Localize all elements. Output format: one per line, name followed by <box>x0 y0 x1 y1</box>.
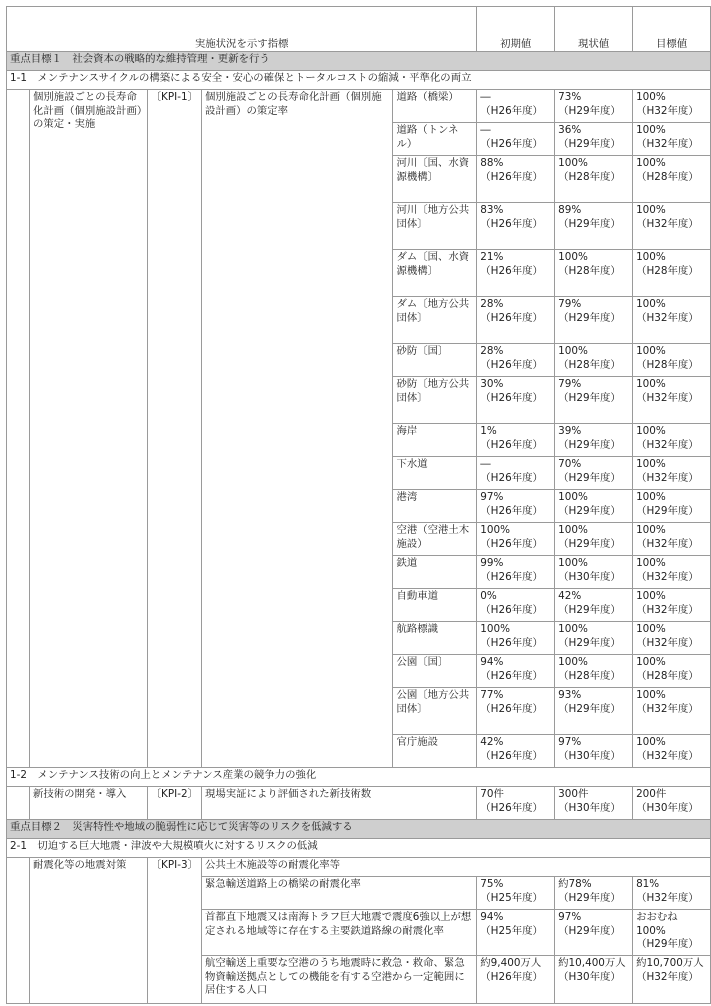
current-value-value: 97% <box>558 911 582 923</box>
target-value-value: 100% <box>636 204 666 216</box>
target-value-value: 100% <box>636 491 666 503</box>
target-value-year: （H32年度） <box>636 137 699 150</box>
current-value <box>555 156 633 203</box>
initial-value-value: 94% <box>480 656 504 668</box>
initial-value-year: （H26年度） <box>480 104 543 117</box>
facility-name: 鉄道 <box>393 556 477 589</box>
target-value-year: （H32年度） <box>636 471 699 484</box>
initial-value-year: （H26年度） <box>480 603 543 616</box>
current-value-value: 89% <box>558 204 582 216</box>
target-value-year: （H28年度） <box>636 170 699 183</box>
current-value <box>555 377 633 424</box>
initial-value-value: ― <box>480 124 491 136</box>
table-row <box>7 839 711 858</box>
current-value-year: （H29年度） <box>558 391 621 404</box>
initial-value-value: 77% <box>480 689 504 701</box>
target-value-year: （H32年度） <box>636 749 699 762</box>
indicator-name: 緊急輸送道路上の橋梁の耐震化率 <box>201 877 476 910</box>
current-value <box>555 457 633 490</box>
indicator-name: 首都直下地震又は南海トラフ巨大地震で震度6強以上が想定される地域等に存在する主要鉄道路線の耐震化率 <box>201 910 476 956</box>
current-value <box>555 424 633 457</box>
target-value-year: （H28年度） <box>636 669 699 682</box>
target-value-value: 200件 <box>636 788 667 800</box>
target-value-year: （H32年度） <box>636 891 699 904</box>
target-value-value: 約10,700万人 <box>636 957 704 969</box>
target-value-year: （H32年度） <box>636 636 699 649</box>
initial-value-value: 42% <box>480 736 504 748</box>
current-value-year: （H29年度） <box>558 702 621 715</box>
initial-value-value: 94% <box>480 911 504 923</box>
kpi-number: 〔KPI-1〕 <box>147 90 201 768</box>
target-value <box>633 735 711 768</box>
initial-value-year: （H26年度） <box>480 471 543 484</box>
indent-cell <box>7 858 30 1004</box>
table-row <box>7 820 711 839</box>
initial-value <box>477 424 555 457</box>
current-value-year: （H30年度） <box>558 801 621 814</box>
current-value-year: （H29年度） <box>558 636 621 649</box>
initial-value-year: （H26年度） <box>480 391 543 404</box>
kpi-name: 現場実証により評価された新技術数 <box>201 787 476 820</box>
table-row <box>7 768 711 787</box>
initial-value-year: （H26年度） <box>480 311 543 324</box>
initial-value <box>477 156 555 203</box>
target-value-value: 100% <box>636 91 666 103</box>
initial-value <box>477 910 555 956</box>
initial-value-value: 83% <box>480 204 504 216</box>
facility-name: 公園〔国〕 <box>393 655 477 688</box>
current-value <box>555 250 633 297</box>
target-value-value: 100% <box>636 736 666 748</box>
initial-value <box>477 787 555 820</box>
facility-name: 海岸 <box>393 424 477 457</box>
current-value <box>555 787 633 820</box>
current-value-value: 100% <box>558 157 588 169</box>
target-value-year: （H29年度） <box>636 938 699 950</box>
target-value <box>633 490 711 523</box>
current-value <box>555 297 633 344</box>
target-value <box>633 589 711 622</box>
current-value-year: （H29年度） <box>558 137 621 150</box>
facility-name: 下水道 <box>393 457 477 490</box>
current-value-value: 100% <box>558 623 588 635</box>
target-value <box>633 123 711 156</box>
initial-value-year: （H26年度） <box>480 702 543 715</box>
target-value <box>633 377 711 424</box>
initial-value-value: 100% <box>480 524 511 536</box>
target-value <box>633 250 711 297</box>
initial-value-value: 75% <box>480 878 504 890</box>
current-value-year: （H29年度） <box>558 924 621 937</box>
kpi-number: 〔KPI-2〕 <box>147 787 201 820</box>
target-value <box>633 688 711 735</box>
initial-value <box>477 250 555 297</box>
initial-value <box>477 297 555 344</box>
initial-value-year: （H26年度） <box>480 217 543 230</box>
kpi-name: 個別施設ごとの長寿命化計画（個別施設計画）の策定率 <box>201 90 392 768</box>
subgoal-2-1-label: 2-1 切迫する巨大地震・津波や大規模噴火に対するリスクの低減 <box>7 839 711 858</box>
initial-value-year: （H26年度） <box>480 137 543 150</box>
current-value-value: 39% <box>558 425 582 437</box>
current-value-year: （H29年度） <box>558 438 621 451</box>
target-value-value: 100% <box>636 458 666 470</box>
current-value-value: 100% <box>558 557 588 569</box>
current-value-value: 42% <box>558 590 582 602</box>
target-value <box>633 344 711 377</box>
initial-value-value: 97% <box>480 491 504 503</box>
initial-value-value: ― <box>480 458 491 470</box>
target-value-year: （H32年度） <box>636 570 699 583</box>
facility-name: 砂防〔地方公共団体〕 <box>393 377 477 424</box>
target-value-year: （H29年度） <box>636 504 699 517</box>
target-value-value: 100% <box>636 623 666 635</box>
target-value <box>633 203 711 250</box>
current-value <box>555 344 633 377</box>
target-value <box>633 297 711 344</box>
target-value-value: おおむね100% <box>636 911 678 937</box>
goal-row <box>7 52 711 71</box>
target-value <box>633 787 711 820</box>
facility-name: 道路（トンネル） <box>393 123 477 156</box>
current-value-year: （H29年度） <box>558 603 621 616</box>
target-value-value: 100% <box>636 298 666 310</box>
target-value <box>633 156 711 203</box>
target-value-value: 100% <box>636 425 666 437</box>
current-value-year: （H28年度） <box>558 358 621 371</box>
goal-2-label: 重点目標２ 災害特性や地域の脆弱性に応じて災害等のリスクを低減する <box>7 820 711 839</box>
target-value <box>633 655 711 688</box>
current-value-year: （H29年度） <box>558 311 621 324</box>
current-value-value: 73% <box>558 91 582 103</box>
current-value-value: 約78% <box>558 878 592 890</box>
initial-value-value: 1% <box>480 425 497 437</box>
facility-name: 航路標識 <box>393 622 477 655</box>
current-value <box>555 956 633 1004</box>
initial-value <box>477 956 555 1004</box>
current-value <box>555 490 633 523</box>
initial-value-value: 21% <box>480 251 504 263</box>
current-value <box>555 556 633 589</box>
target-value-value: 100% <box>636 590 666 602</box>
current-value-value: 100% <box>558 656 588 668</box>
initial-value <box>477 203 555 250</box>
indicator-header: 実施状況を示す指標 <box>7 7 477 52</box>
current-value-value: 79% <box>558 378 582 390</box>
initial-value-year: （H26年度） <box>480 749 543 762</box>
initial-value-value: ― <box>480 91 491 103</box>
initial-value-year: （H26年度） <box>480 438 543 451</box>
current-value-year: （H29年度） <box>558 891 621 904</box>
initial-value-value: 0% <box>480 590 497 602</box>
table-row <box>7 858 711 877</box>
current-value-value: 79% <box>558 298 582 310</box>
current-value-year: （H29年度） <box>558 104 621 117</box>
kpi-name: 公共土木施設等の耐震化率等 <box>201 858 710 877</box>
subgoal-1-1-label: 1-1 メンテナンスサイクルの構築による安全・安心の確保とトータルコストの縮減・平準化の両立 <box>7 71 711 90</box>
initial-value-value: 70件 <box>480 788 504 800</box>
initial-value-year: （H26年度） <box>480 358 543 371</box>
initial-value <box>477 556 555 589</box>
target-value-year: （H32年度） <box>636 970 699 983</box>
current-value <box>555 90 633 123</box>
current-value-year: （H30年度） <box>558 970 621 983</box>
target-value-year: （H32年度） <box>636 104 699 117</box>
target-value-value: 100% <box>636 378 666 390</box>
target-value-year: （H32年度） <box>636 537 699 550</box>
header-row <box>7 7 711 52</box>
target-value-value: 100% <box>636 524 666 536</box>
measure-name: 新技術の開発・導入 <box>29 787 147 820</box>
current-value-value: 100% <box>558 345 588 357</box>
initial-value <box>477 90 555 123</box>
measure-name: 個別施設ごとの長寿命化計画（個別施設計画）の策定・実施 <box>29 90 147 768</box>
initial-value-value: 30% <box>480 378 504 390</box>
target-value-value: 100% <box>636 656 666 668</box>
initial-value-year: （H26年度） <box>480 669 543 682</box>
target-value-year: （H32年度） <box>636 702 699 715</box>
initial-value <box>477 622 555 655</box>
current-value <box>555 735 633 768</box>
initial-value-value: 約9,400万人 <box>480 957 542 969</box>
target-value-year: （H32年度） <box>636 391 699 404</box>
initial-value <box>477 123 555 156</box>
current-value <box>555 203 633 250</box>
target-value <box>633 877 711 910</box>
target-value <box>633 622 711 655</box>
current-value-value: 93% <box>558 689 582 701</box>
current-value-value: 70% <box>558 458 582 470</box>
initial-value-header: 初期値 <box>477 7 555 52</box>
target-value-year: （H32年度） <box>636 311 699 324</box>
initial-value-year: （H26年度） <box>480 537 543 550</box>
target-value-value: 81% <box>636 878 660 890</box>
indent-cell <box>7 90 30 768</box>
indent-cell <box>7 787 30 820</box>
current-value-value: 300件 <box>558 788 589 800</box>
facility-name: 道路（橋梁） <box>393 90 477 123</box>
initial-value <box>477 688 555 735</box>
initial-value-year: （H26年度） <box>480 570 543 583</box>
initial-value <box>477 377 555 424</box>
current-value <box>555 523 633 556</box>
facility-name: 港湾 <box>393 490 477 523</box>
initial-value-year: （H26年度） <box>480 636 543 649</box>
initial-value <box>477 589 555 622</box>
current-value <box>555 910 633 956</box>
target-value-value: 100% <box>636 689 666 701</box>
initial-value <box>477 344 555 377</box>
measure-name: 耐震化等の地震対策 <box>29 858 147 1004</box>
current-value <box>555 688 633 735</box>
target-value-header: 目標値 <box>633 7 711 52</box>
target-value-value: 100% <box>636 345 666 357</box>
target-value-year: （H32年度） <box>636 603 699 616</box>
initial-value-value: 28% <box>480 345 504 357</box>
initial-value-year: （H26年度） <box>480 264 543 277</box>
current-value-value: 100% <box>558 491 588 503</box>
facility-name: 空港（空港土木施設） <box>393 523 477 556</box>
current-value-value: 約10,400万人 <box>558 957 626 969</box>
facility-name: 自動車道 <box>393 589 477 622</box>
facility-name: 河川〔地方公共団体〕 <box>393 203 477 250</box>
current-value-year: （H30年度） <box>558 749 621 762</box>
target-value <box>633 424 711 457</box>
current-value-header: 現状値 <box>555 7 633 52</box>
facility-name: 官庁施設 <box>393 735 477 768</box>
initial-value <box>477 735 555 768</box>
current-value-value: 97% <box>558 736 582 748</box>
initial-value <box>477 655 555 688</box>
target-value <box>633 523 711 556</box>
current-value <box>555 622 633 655</box>
current-value <box>555 123 633 156</box>
current-value <box>555 877 633 910</box>
current-value <box>555 655 633 688</box>
initial-value-year: （H25年度） <box>480 924 543 937</box>
current-value-year: （H28年度） <box>558 669 621 682</box>
current-value <box>555 589 633 622</box>
target-value-value: 100% <box>636 557 666 569</box>
target-value <box>633 90 711 123</box>
initial-value <box>477 877 555 910</box>
current-value-year: （H29年度） <box>558 537 621 550</box>
table-row <box>7 787 711 820</box>
target-value <box>633 910 711 956</box>
initial-value-year: （H25年度） <box>480 891 543 904</box>
current-value-year: （H30年度） <box>558 570 621 583</box>
current-value-year: （H29年度） <box>558 504 621 517</box>
facility-name: 河川〔国、水資源機構〕 <box>393 156 477 203</box>
initial-value-value: 28% <box>480 298 504 310</box>
goal-1-label: 重点目標１ 社会資本の戦略的な維持管理・更新を行う <box>7 52 711 71</box>
kpi-number: 〔KPI-3〕 <box>147 858 201 1004</box>
initial-value-year: （H26年度） <box>480 801 543 814</box>
current-value-value: 100% <box>558 251 588 263</box>
initial-value <box>477 523 555 556</box>
initial-value-value: 100% <box>480 623 511 635</box>
indicator-name: 航空輸送上重要な空港のうち地震時に救急・救命、緊急物資輸送拠点としての機能を有する空港から一定範囲に居住する人口 <box>201 956 476 1004</box>
subgoal-row <box>7 71 711 90</box>
target-value-year: （H32年度） <box>636 217 699 230</box>
facility-name: 公園〔地方公共団体〕 <box>393 688 477 735</box>
current-value-value: 36% <box>558 124 582 136</box>
current-value-year: （H29年度） <box>558 217 621 230</box>
target-value <box>633 556 711 589</box>
target-value <box>633 956 711 1004</box>
initial-value-year: （H26年度） <box>480 970 543 983</box>
current-value-year: （H29年度） <box>558 471 621 484</box>
target-value-value: 100% <box>636 124 666 136</box>
target-value-value: 100% <box>636 251 666 263</box>
target-value <box>633 457 711 490</box>
current-value-year: （H28年度） <box>558 170 621 183</box>
initial-value-value: 88% <box>480 157 504 169</box>
subgoal-1-2-label: 1-2 メンテナンス技術の向上とメンテナンス産業の競争力の強化 <box>7 768 711 787</box>
target-value-year: （H30年度） <box>636 801 699 814</box>
current-value-year: （H28年度） <box>558 264 621 277</box>
target-value-year: （H28年度） <box>636 264 699 277</box>
initial-value-year: （H26年度） <box>480 504 543 517</box>
initial-value-value: 99% <box>480 557 504 569</box>
initial-value-year: （H26年度） <box>480 170 543 183</box>
target-value-year: （H32年度） <box>636 438 699 451</box>
table-row <box>7 90 711 123</box>
target-value-year: （H28年度） <box>636 358 699 371</box>
current-value-value: 100% <box>558 524 588 536</box>
indicator-table <box>6 6 711 1004</box>
initial-value <box>477 490 555 523</box>
initial-value <box>477 457 555 490</box>
facility-name: ダム〔国、水資源機構〕 <box>393 250 477 297</box>
facility-name: 砂防〔国〕 <box>393 344 477 377</box>
target-value-value: 100% <box>636 157 666 169</box>
facility-name: ダム〔地方公共団体〕 <box>393 297 477 344</box>
